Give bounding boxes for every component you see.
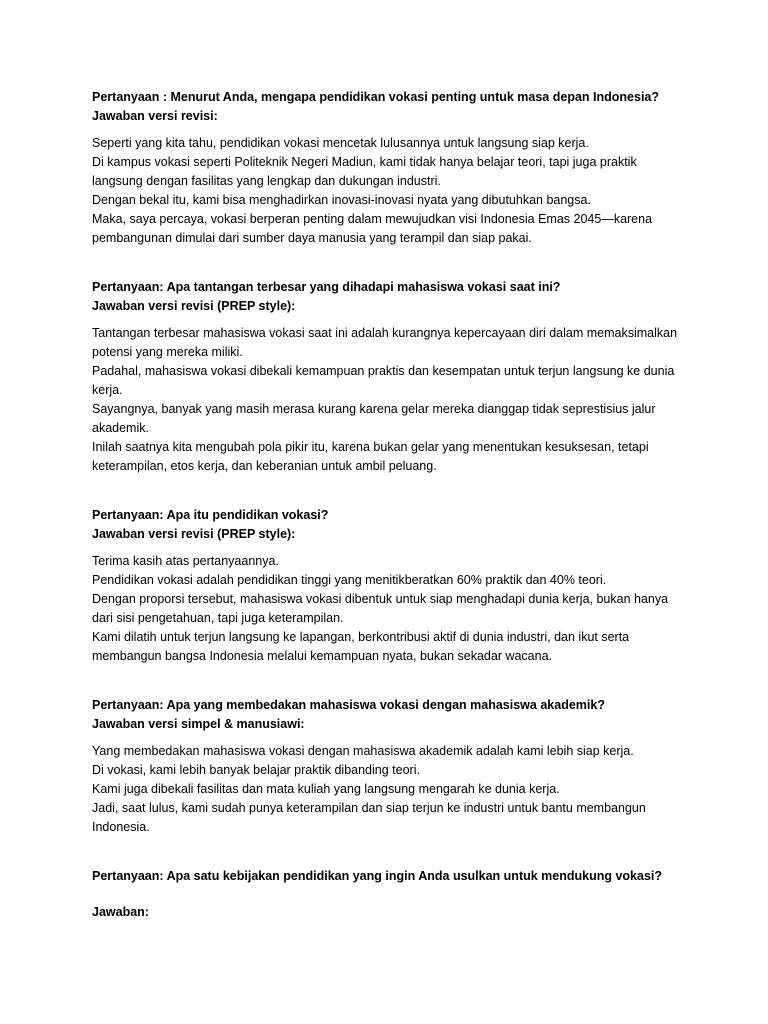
answer-body [92,552,682,666]
answer-line: Seperti yang kita tahu, pendidikan vokasi mencetak lulusannya untuk langsung siap kerja. [92,136,589,150]
answer-line: Jadi, saat lulus, kami sudah punya keterampilan dan siap terjun ke industri untuk bantu membangun Indonesia. [92,801,646,834]
qa-section [92,696,682,837]
answer-body [92,134,682,248]
answer-line: Kami juga dibekali fasilitas dan mata kuliah yang langsung mengarah ke dunia kerja. [92,782,560,796]
answer-label: Jawaban versi simpel & manusiawi: [92,717,305,731]
answer-line: Di kampus vokasi seperti Politeknik Negeri Madiun, kami tidak hanya belajar teori, tapi juga praktik langsung dengan fasilitas yang lengkap dan dukungan industri. [92,155,637,188]
answer-line: Dengan bekal itu, kami bisa menghadirkan inovasi-inovasi nyata yang dibutuhkan bangsa. [92,193,591,207]
answer-line: Padahal, mahasiswa vokasi dibekali kemampuan praktis dan kesempatan untuk terjun langsung ke dunia kerja. [92,364,675,397]
answer-line: Inilah saatnya kita mengubah pola pikir itu, karena bukan gelar yang menentukan kesuksesan, tetapi keterampilan, etos kerja, dan keberanian untuk ambil peluang. [92,440,649,473]
question-text: Pertanyaan: Apa yang membedakan mahasiswa vokasi dengan mahasiswa akademik? [92,698,605,712]
answer-label: Jawaban versi revisi (PREP style): [92,527,296,541]
answer-line: Di vokasi, kami lebih banyak belajar praktik dibanding teori. [92,763,420,777]
answer-line: Kami dilatih untuk terjun langsung ke lapangan, berkontribusi aktif di dunia industri, dan ikut serta membangun bangsa Indonesia melalui kemampuan nyata, bukan sekadar wacana. [92,630,630,663]
answer-body [92,742,682,837]
answer-body [92,324,682,476]
answer-line: Maka, saya percaya, vokasi berperan penting dalam mewujudkan visi Indonesia Emas 2045—karena pembangunan dimulai dari sumber daya manusia yang terampil dan siap pakai. [92,212,653,245]
question-text: Pertanyaan : Menurut Anda, mengapa pendidikan vokasi penting untuk masa depan Indonesia? [92,90,659,104]
answer-label: Jawaban: [92,905,149,919]
answer-label: Jawaban versi revisi: [92,109,218,123]
answer-line: Dengan proporsi tersebut, mahasiswa vokasi dibentuk untuk siap menghadapi dunia kerja, bukan hanya dari sisi pengetahuan, tapi juga keterampilan. [92,592,669,625]
answer-line: Pendidikan vokasi adalah pendidikan tinggi yang menitikberatkan 60% praktik dan 40% teori. [92,573,607,587]
answer-line: Sayangnya, banyak yang masih merasa kurang karena gelar mereka dianggap tidak seprestisius jalur akademik. [92,402,656,435]
answer-line: Tantangan terbesar mahasiswa vokasi saat ini adalah kurangnya kepercayaan diri dalam memaksimalkan potensi yang mereka miliki. [92,326,678,359]
answer-line: Terima kasih atas pertanyaannya. [92,554,279,568]
question-text: Pertanyaan: Apa satu kebijakan pendidikan yang ingin Anda usulkan untuk mendukung vokasi? [92,869,663,883]
qa-section [92,278,682,476]
answer-label: Jawaban versi revisi (PREP style): [92,299,296,313]
answer-line: Yang membedakan mahasiswa vokasi dengan mahasiswa akademik adalah kami lebih siap kerja. [92,744,634,758]
qa-section [92,88,682,248]
qa-section [92,867,682,922]
qa-section [92,506,682,666]
question-text: Pertanyaan: Apa tantangan terbesar yang dihadapi mahasiswa vokasi saat ini? [92,280,561,294]
question-text: Pertanyaan: Apa itu pendidikan vokasi? [92,508,329,522]
